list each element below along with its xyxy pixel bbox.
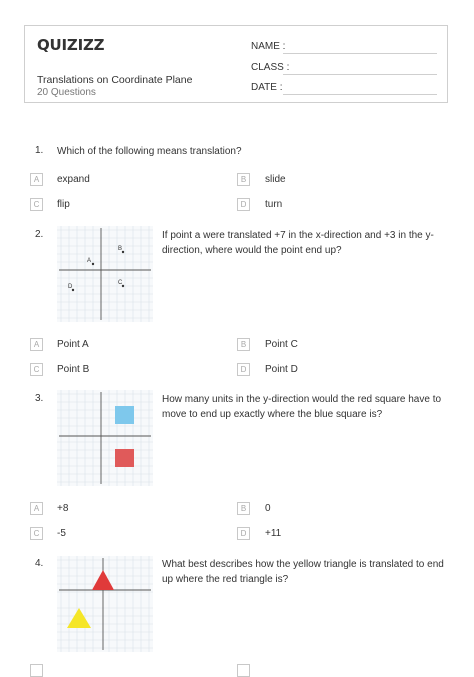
option-letter[interactable]: D [237, 527, 250, 540]
option-text[interactable]: Point A [57, 339, 89, 350]
coordinate-plane-squares [57, 390, 153, 486]
option-letter[interactable]: A [30, 173, 43, 186]
option-letter[interactable]: B [237, 502, 250, 515]
question-number: 2. [35, 229, 44, 240]
name-label: NAME : [251, 41, 286, 52]
option-text[interactable]: Point C [265, 339, 298, 350]
option-text[interactable]: expand [57, 174, 90, 185]
option-letter[interactable] [30, 664, 43, 677]
option-letter[interactable]: C [30, 363, 43, 376]
option-letter[interactable]: C [30, 527, 43, 540]
option-text[interactable]: -5 [57, 528, 66, 539]
date-field[interactable] [283, 94, 437, 95]
question-count: 20 Questions [37, 87, 96, 98]
question-text: How many units in the y-direction would the red square have to move to end up exactly where the blue square is? [162, 394, 442, 420]
coordinate-plane-points [57, 226, 153, 322]
worksheet-title: Translations on Coordinate Plane [37, 74, 193, 86]
option-text[interactable]: turn [265, 199, 283, 210]
option-text[interactable]: slide [265, 174, 286, 185]
coordinate-grid-figure [57, 226, 153, 322]
option-text[interactable]: flip [57, 199, 70, 210]
option-text[interactable]: Point D [265, 364, 298, 375]
coordinate-grid-figure [57, 390, 153, 486]
option-text[interactable]: +8 [57, 503, 69, 514]
name-field[interactable] [283, 53, 437, 54]
option-letter[interactable]: A [30, 502, 43, 515]
question-text: If point a were translated +7 in the x-direction and +3 in the y-direction, where would the point end up? [162, 230, 434, 256]
question-number: 4. [35, 558, 44, 569]
point-label-c: C [118, 280, 123, 286]
class-field[interactable] [283, 74, 437, 75]
blue-square [115, 406, 134, 424]
option-text[interactable]: Point B [57, 364, 90, 375]
coordinate-plane-triangles [57, 556, 153, 652]
point-label-b: B [118, 246, 123, 252]
question-text: What best describes how the yellow triangle is translated to end up where the red triangle is? [162, 559, 444, 585]
option-letter[interactable]: B [237, 338, 250, 351]
option-letter[interactable]: A [30, 338, 43, 351]
option-text[interactable]: 0 [265, 503, 271, 514]
option-letter[interactable]: D [237, 363, 250, 376]
question-number: 1. [35, 145, 44, 156]
option-letter[interactable]: B [237, 173, 250, 186]
point-label-a: A [87, 258, 92, 264]
option-letter[interactable]: D [237, 198, 250, 211]
option-letter[interactable]: C [30, 198, 43, 211]
class-label: CLASS : [251, 62, 290, 73]
option-letter[interactable] [237, 664, 250, 677]
option-text[interactable]: +11 [265, 528, 282, 539]
question-number: 3. [35, 393, 44, 404]
question-text: Which of the following means translation? [57, 146, 242, 157]
quizizz-logo: QUIZIZZ [37, 36, 105, 54]
point-label-d: D [68, 284, 73, 290]
red-square [115, 449, 134, 467]
coordinate-grid-figure [57, 556, 153, 652]
worksheet-header [24, 25, 448, 103]
date-label: DATE : [251, 82, 283, 93]
